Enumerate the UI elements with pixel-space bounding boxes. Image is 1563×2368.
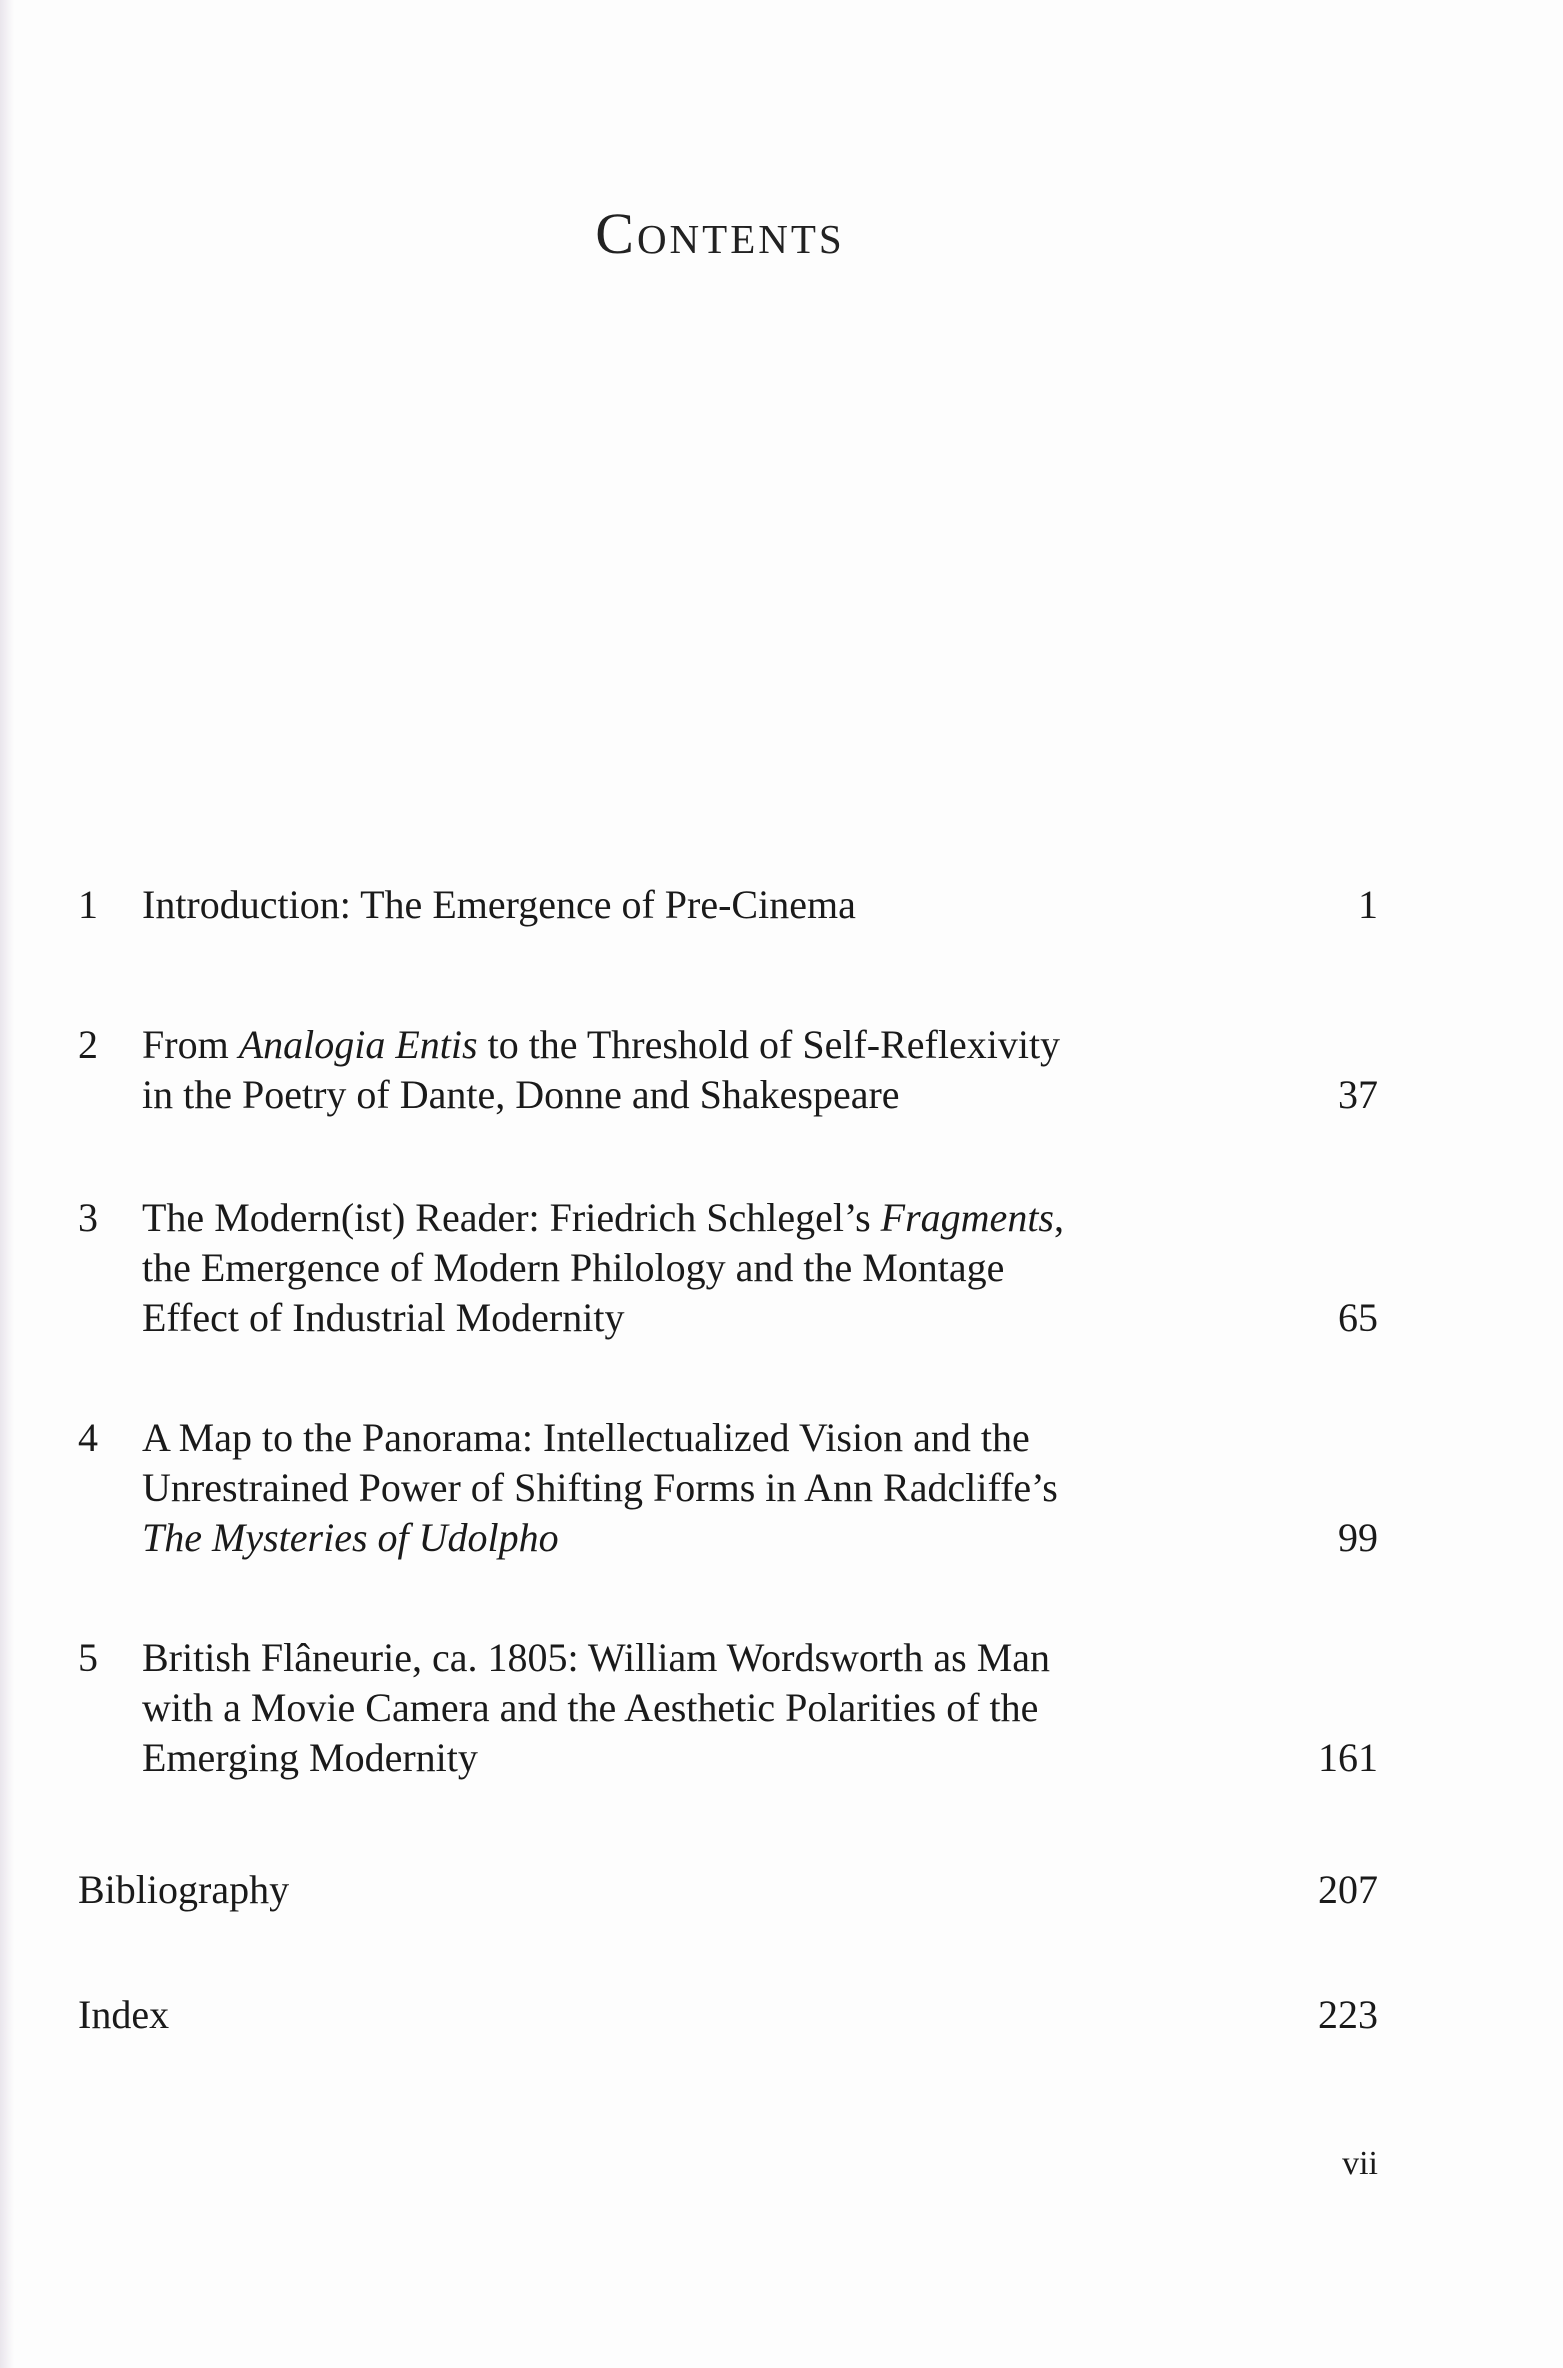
chapter-title-line: Effect of Industrial Modernity: [142, 1295, 625, 1340]
back-matter-entry: [78, 1865, 1378, 1915]
chapter-page-number: 99: [1338, 1515, 1378, 1560]
chapter-title: [142, 1193, 1242, 1343]
italic-title-segment: The Mysteries of Udolpho: [142, 1515, 559, 1560]
chapter-page-number: 1: [1358, 882, 1378, 927]
chapter-title: [142, 880, 1242, 930]
chapter-title-line: Emerging Modernity: [142, 1735, 478, 1780]
toc-entry: [78, 880, 1378, 930]
italic-title-segment: Fragments: [880, 1195, 1054, 1240]
chapter-page-number: 161: [1318, 1735, 1378, 1780]
back-matter-label: Index: [78, 1992, 170, 2037]
chapter-title-line: British Flâneurie, ca. 1805: William Wordsworth as Man: [142, 1635, 1051, 1680]
chapter-page-number: 37: [1338, 1072, 1378, 1117]
chapter-title-line: the Emergence of Modern Philology and the Montage: [142, 1245, 1005, 1290]
chapter-title-line: [142, 1193, 1242, 1243]
chapter-title: [142, 1020, 1242, 1120]
chapter-title: [142, 1633, 1242, 1783]
chapter-title-line: [142, 1513, 1242, 1563]
back-matter-entry: [78, 1990, 1378, 2040]
title-segment: to the Threshold of Self-Reflexivity: [477, 1022, 1061, 1067]
back-matter-page-number: 207: [1318, 1867, 1378, 1912]
chapter-number: 2: [78, 1022, 98, 1067]
back-matter-label: Bibliography: [78, 1867, 290, 1912]
chapter-page-number: 65: [1338, 1295, 1378, 1340]
title-segment: From: [142, 1022, 239, 1067]
chapter-title-line: [142, 1020, 1242, 1070]
page-edge-shadow: [0, 0, 14, 2368]
toc-entry: [78, 1020, 1378, 1120]
chapter-title-line: Introduction: The Emergence of Pre-Cinema: [142, 882, 856, 927]
toc-entry: [78, 1193, 1378, 1343]
chapter-title-line: in the Poetry of Dante, Donne and Shakespeare: [142, 1072, 900, 1117]
chapter-title: [142, 1413, 1242, 1563]
chapter-number: 4: [78, 1415, 98, 1460]
chapter-number: 3: [78, 1195, 98, 1240]
chapter-title-line: A Map to the Panorama: Intellectualized Vision and the: [142, 1415, 1030, 1460]
title-segment: The Modern(ist) Reader: Friedrich Schlegel’s: [142, 1195, 881, 1240]
chapter-number: 1: [78, 882, 98, 927]
back-matter-page-number: 223: [1318, 1992, 1378, 2037]
chapter-title-line: with a Movie Camera and the Aesthetic Polarities of the: [142, 1685, 1039, 1730]
title-segment: ,: [1054, 1195, 1064, 1240]
page-title: Contents: [595, 201, 845, 266]
toc-entry: [78, 1633, 1378, 1783]
toc-entry: [78, 1413, 1378, 1563]
italic-title-segment: Analogia Entis: [238, 1022, 478, 1067]
chapter-title-line: Unrestrained Power of Shifting Forms in Ann Radcliffe’s: [142, 1465, 1058, 1510]
chapter-number: 5: [78, 1635, 98, 1680]
folio-page-number: vii: [1342, 2145, 1378, 2182]
